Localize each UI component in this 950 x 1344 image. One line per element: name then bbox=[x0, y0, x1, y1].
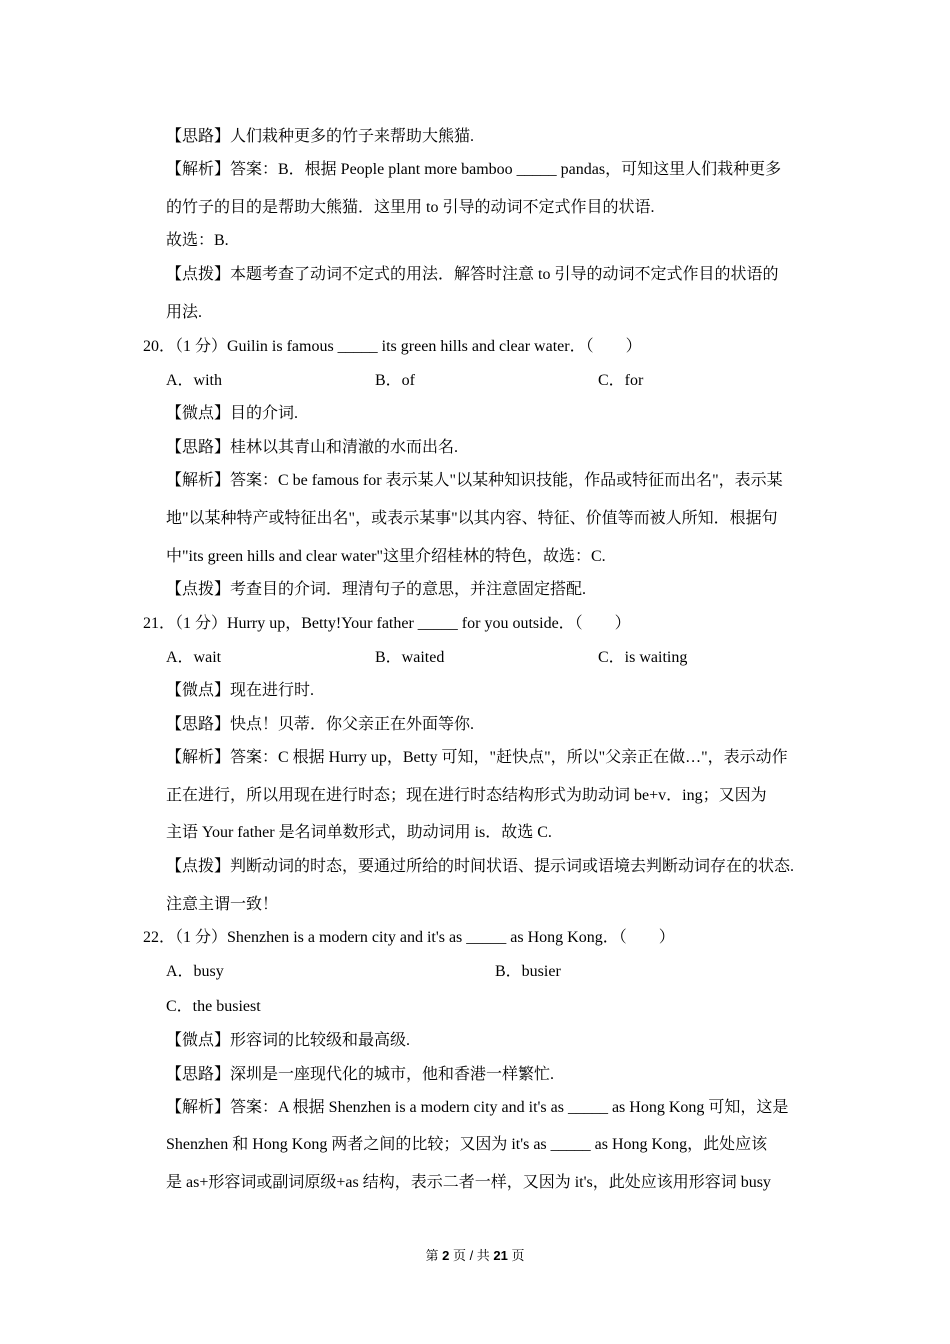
question-22-option-a: A．busy bbox=[166, 963, 224, 980]
text-line: 【微点】现在进行时. bbox=[166, 682, 315, 699]
question-22-stem: 22．（1 分）Shenzhen is a modern city and it's as _____ as Hong Kong．（ ） bbox=[143, 929, 675, 946]
text-line: 故选：B. bbox=[166, 232, 229, 249]
text-line: 【思路】桂林以其青山和清澈的水而出名. bbox=[166, 439, 459, 456]
text-line: 【解析】答案：B．根据 People plant more bamboo _____ pandas，可知这里人们栽种更多 bbox=[166, 161, 782, 178]
text-line: 【解析】答案：C be famous for 表示某人"以某种知识技能，作品或特征而出名"，表示某 bbox=[166, 472, 783, 489]
text-line: 中"its green hills and clear water"这里介绍桂林的特色，故选：C. bbox=[166, 548, 606, 565]
text-line: 【思路】深圳是一座现代化的城市，他和香港一样繁忙. bbox=[166, 1066, 555, 1083]
text-line: 主语 Your father 是名词单数形式，助动词用 is．故选 C. bbox=[166, 824, 552, 841]
text-line: 【解析】答案：C 根据 Hurry up，Betty 可知，"赶快点"，所以"父亲正在做…"，表示动作 bbox=[166, 749, 788, 766]
question-20-option-b: B．of bbox=[375, 372, 416, 389]
text-line: 【微点】目的介词. bbox=[166, 405, 299, 422]
text-line: 正在进行，所以用现在进行时态；现在进行时态结构形式为助动词 be+v．ing；又因为 bbox=[166, 787, 767, 804]
text-line: 【思路】人们栽种更多的竹子来帮助大熊猫. bbox=[166, 128, 475, 145]
question-21-stem: 21．（1 分）Hurry up，Betty!Your father _____ for you outside．（ ） bbox=[143, 615, 631, 632]
question-22-option-b: B．busier bbox=[495, 963, 561, 980]
question-21-option-b: B．waited bbox=[375, 649, 445, 666]
question-20-stem: 20．（1 分）Guilin is famous _____ its green hills and clear water．（ ） bbox=[143, 338, 642, 355]
text-line: 【思路】快点！贝蒂．你父亲正在外面等你. bbox=[166, 716, 475, 733]
text-line: 是 as+形容词或副词原级+as 结构，表示二者一样，又因为 it's，此处应该用形容词 busy bbox=[166, 1174, 771, 1191]
page-footer bbox=[0, 1247, 950, 1265]
current-page-number: 2 bbox=[442, 1248, 450, 1263]
text-line: 【微点】形容词的比较级和最高级. bbox=[166, 1032, 411, 1049]
text-line: 注意主谓一致！ bbox=[166, 896, 279, 913]
text-line: 用法. bbox=[166, 304, 203, 321]
question-20-option-a: A．with bbox=[166, 372, 223, 389]
question-21-option-a: A．wait bbox=[166, 649, 222, 666]
text-line: 的竹子的目的是帮助大熊猫．这里用 to 引导的动词不定式作目的状语. bbox=[166, 199, 655, 216]
text-line: 【点拨】考查目的介词．理清句子的意思，并注意固定搭配. bbox=[166, 581, 587, 598]
question-20-option-c: C．for bbox=[598, 372, 644, 389]
question-21-option-c: C．is waiting bbox=[598, 649, 688, 666]
text-line: 【点拨】判断动词的时态，要通过所给的时间状语、提示词或语境去判断动词存在的状态. bbox=[166, 858, 795, 875]
footer-middle: 页 / 共 bbox=[452, 1248, 490, 1263]
text-line: 【解析】答案：A 根据 Shenzhen is a modern city and it's as _____ as Hong Kong 可知，这是 bbox=[166, 1099, 789, 1116]
footer-suffix: 页 bbox=[511, 1248, 525, 1263]
question-22-option-c: C．the busiest bbox=[166, 998, 261, 1015]
text-line: Shenzhen 和 Hong Kong 两者之间的比较；又因为 it's as _____ as Hong Kong，此处应该 bbox=[166, 1136, 768, 1153]
footer-prefix: 第 bbox=[425, 1248, 439, 1263]
total-page-count: 21 bbox=[493, 1248, 508, 1263]
text-line: 【点拨】本题考查了动词不定式的用法．解答时注意 to 引导的动词不定式作目的状语的 bbox=[166, 266, 779, 283]
text-line: 地"以某种特产或特征出名"，或表示某事"以其内容、特征、价值等而被人所知．根据句 bbox=[166, 510, 778, 527]
